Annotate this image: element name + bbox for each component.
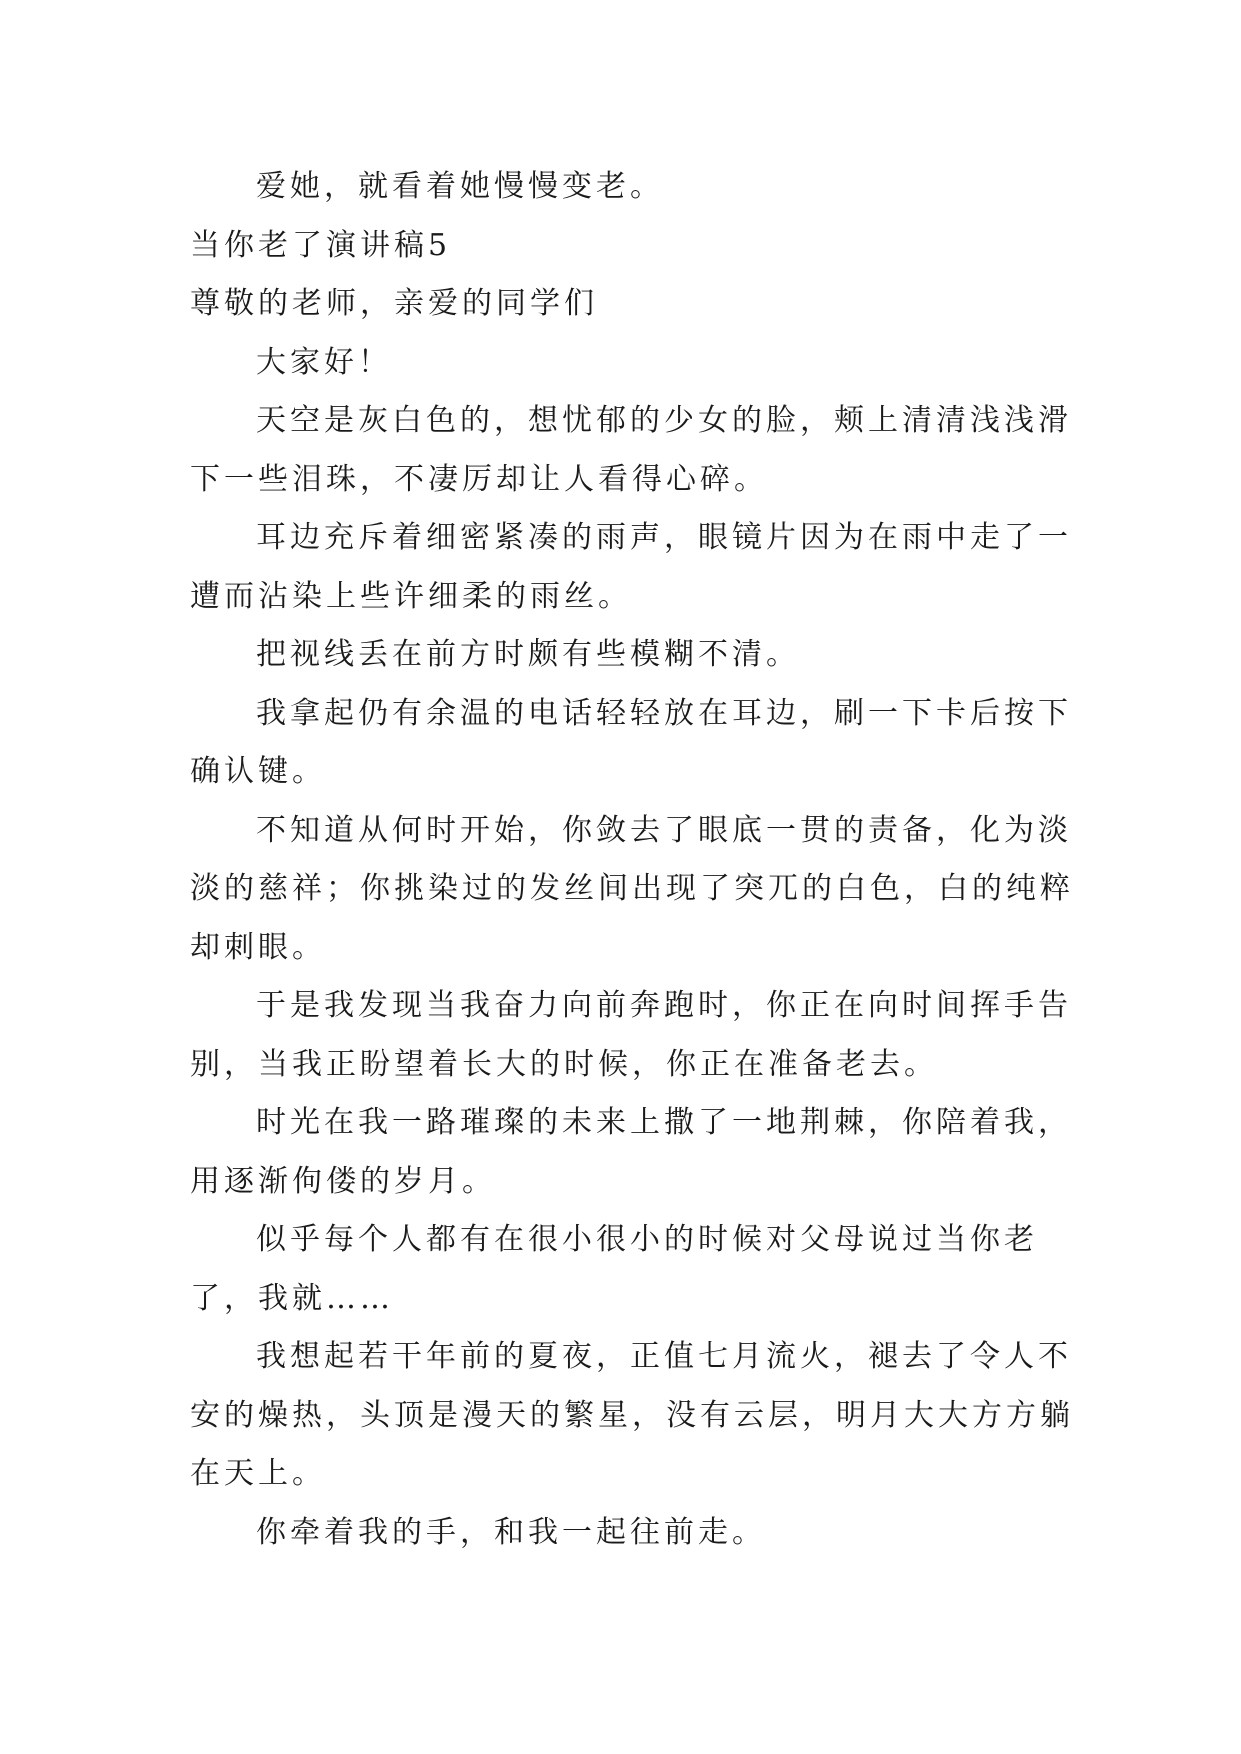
text-line: 安的燥热，头顶是漫天的繁星，没有云层，明月大大方方躺 <box>190 1397 1074 1433</box>
section-title: 当你老了演讲稿5 <box>190 227 452 263</box>
text-line: 了，我就…… <box>190 1280 394 1316</box>
text-line: 我想起若干年前的夏夜，正值七月流火，褪去了令人不 <box>256 1339 1072 1374</box>
text-line: 你牵着我的手，和我一起往前走。 <box>256 1514 766 1550</box>
document-body <box>190 158 1074 1562</box>
text-line: 却刺眼。 <box>190 929 326 965</box>
text-line: 爱她，就看着她慢慢变老。 <box>256 169 664 204</box>
text-line: 天空是灰白色的，想忧郁的少女的脸，颊上清清浅浅滑 <box>256 403 1072 438</box>
text-line: 我拿起仍有余温的电话轻轻放在耳边，刷一下卡后按下 <box>256 695 1072 731</box>
text-line: 把视线丢在前方时颇有些模糊不清。 <box>256 637 800 672</box>
text-line: 于是我发现当我奋力向前奔跑时，你正在向时间挥手告 <box>256 988 1072 1023</box>
text-line: 下一些泪珠，不凄厉却让人看得心碎。 <box>190 461 768 497</box>
text-line: 确认键。 <box>190 754 326 789</box>
text-line: 别，当我正盼望着长大的时候，你正在准备老去。 <box>190 1046 938 1082</box>
text-line: 遭而沾染上些许细柔的雨丝。 <box>190 578 632 614</box>
text-line: 淡的慈祥；你挑染过的发丝间出现了突兀的白色，白的纯粹 <box>190 871 1074 906</box>
salutation: 尊敬的老师，亲爱的同学们 <box>190 286 598 321</box>
text-line: 似乎每个人都有在很小很小的时候对父母说过当你老 <box>256 1222 1038 1257</box>
greeting: 大家好！ <box>256 344 392 380</box>
text-line: 用逐渐佝偻的岁月。 <box>190 1163 496 1199</box>
text-line: 时光在我一路璀璨的未来上撒了一地荆棘，你陪着我， <box>256 1105 1072 1140</box>
text-line: 在天上。 <box>190 1456 326 1491</box>
text-line: 不知道从何时开始，你敛去了眼底一贯的责备，化为淡 <box>256 812 1072 848</box>
text-line: 耳边充斥着细密紧凑的雨声，眼镜片因为在雨中走了一 <box>256 520 1072 555</box>
